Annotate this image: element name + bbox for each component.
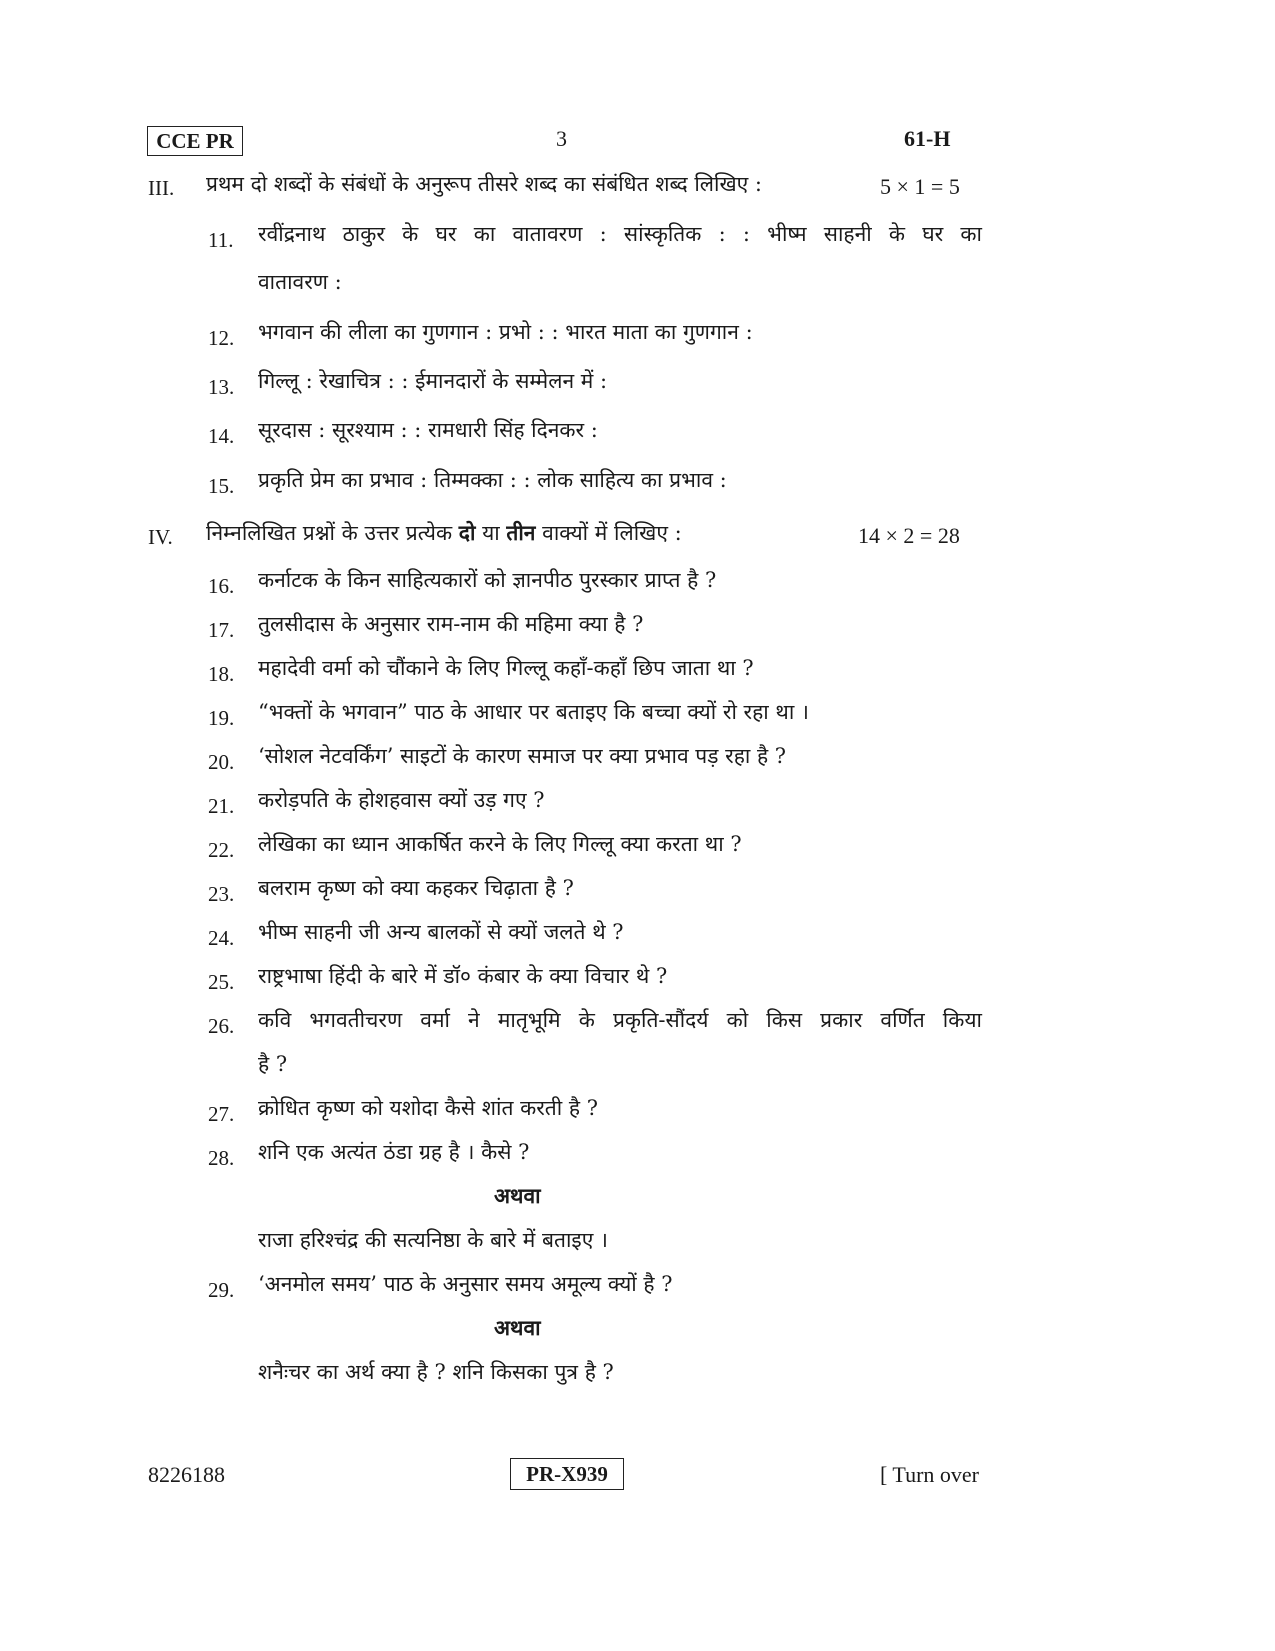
question-number: 29. bbox=[208, 1278, 235, 1302]
question-text: महादेवी वर्मा को चौंकाने के लिए गिल्लू कहाँ-कहाँ छिप जाता था ? bbox=[258, 656, 754, 680]
paper-code: 61-H bbox=[904, 126, 951, 151]
question-number: 26. bbox=[208, 1014, 235, 1038]
footer-code-box bbox=[510, 1458, 624, 1490]
section-3-marks: 5 × 1 = 5 bbox=[880, 174, 960, 199]
alternate-question-text: राजा हरिश्चंद्र की सत्यनिष्ठा के बारे में बताइए । bbox=[258, 1228, 608, 1252]
question-text: करोड़पति के होशहवास क्यों उड़ गए ? bbox=[258, 788, 545, 812]
question-number: 18. bbox=[208, 662, 235, 686]
question-text: ‘सोशल नेटवर्किंग’ साइटों के कारण समाज पर क्या प्रभाव पड़ रहा है ? bbox=[258, 744, 787, 768]
page-number: 3 bbox=[556, 126, 567, 151]
question-text: कवि भगवतीचरण वर्मा ने मातृभूमि के प्रकृति-सौंदर्य को किस प्रकार वर्णित किया bbox=[258, 1008, 982, 1032]
question-text: कर्नाटक के किन साहित्यकारों को ज्ञानपीठ पुरस्कार प्राप्त है ? bbox=[258, 568, 717, 592]
question-text: लेखिका का ध्यान आकर्षित करने के लिए गिल्लू क्या करता था ? bbox=[258, 832, 742, 856]
section-3-number: III. bbox=[148, 176, 175, 200]
question-number: 13. bbox=[208, 375, 235, 399]
question-number: 17. bbox=[208, 618, 235, 642]
question-text: गिल्लू : रेखाचित्र : : ईमानदारों के सम्मेलन में : bbox=[258, 369, 608, 393]
question-text: तुलसीदास के अनुसार राम-नाम की महिमा क्या है ? bbox=[258, 612, 644, 636]
question-number: 15. bbox=[208, 474, 235, 498]
section-4-instruction: निम्नलिखित प्रश्नों के उत्तर प्रत्येक दो या तीन वाक्यों में लिखिए : bbox=[206, 520, 682, 545]
question-number: 23. bbox=[208, 882, 235, 906]
or-label: अथवा bbox=[494, 1183, 541, 1208]
section-4-marks: 14 × 2 = 28 bbox=[858, 523, 960, 548]
question-number: 12. bbox=[208, 326, 235, 350]
question-text: राष्ट्रभाषा हिंदी के बारे में डॉ० कंबार के क्या विचार थे ? bbox=[258, 964, 668, 988]
question-text: सूरदास : सूरश्याम : : रामधारी सिंह दिनकर : bbox=[258, 418, 598, 442]
question-text: भीष्म साहनी जी अन्य बालकों से क्यों जलते थे ? bbox=[258, 920, 624, 944]
question-text: भगवान की लीला का गुणगान : प्रभो : : भारत माता का गुणगान : bbox=[258, 320, 753, 344]
question-text-cont: है ? bbox=[258, 1052, 288, 1076]
question-text: रवींद्रनाथ ठाकुर के घर का वातावरण : सांस्कृतिक : : भीष्म साहनी के घर का bbox=[258, 222, 982, 246]
question-text: शनि एक अत्यंत ठंडा ग्रह है । कैसे ? bbox=[258, 1140, 530, 1164]
question-number: 16. bbox=[208, 574, 235, 598]
header-code: CCE PR bbox=[156, 128, 234, 153]
header-code-box bbox=[147, 126, 243, 156]
footer-serial: 8226188 bbox=[148, 1462, 225, 1487]
question-number: 19. bbox=[208, 706, 235, 730]
question-number: 20. bbox=[208, 750, 235, 774]
question-number: 11. bbox=[208, 228, 234, 252]
question-number: 21. bbox=[208, 794, 235, 818]
question-number: 22. bbox=[208, 838, 235, 862]
question-text: बलराम कृष्ण को क्या कहकर चिढ़ाता है ? bbox=[258, 876, 574, 900]
question-number: 24. bbox=[208, 926, 235, 950]
section-3-instruction: प्रथम दो शब्दों के संबंधों के अनुरूप तीसरे शब्द का संबंधित शब्द लिखिए : bbox=[206, 172, 762, 196]
question-number: 27. bbox=[208, 1102, 235, 1126]
or-label: अथवा bbox=[494, 1315, 541, 1340]
question-text-cont: वातावरण : bbox=[258, 270, 342, 294]
footer-code: PR-X939 bbox=[526, 1461, 608, 1486]
question-number: 25. bbox=[208, 970, 235, 994]
question-text: “भक्तों के भगवान” पाठ के आधार पर बताइए कि बच्चा क्यों रो रहा था । bbox=[258, 700, 809, 724]
question-text: क्रोधित कृष्ण को यशोदा कैसे शांत करती है ? bbox=[258, 1096, 598, 1120]
alternate-question-text: शनैःचर का अर्थ क्या है ? शनि किसका पुत्र है ? bbox=[258, 1360, 614, 1384]
question-number: 28. bbox=[208, 1146, 235, 1170]
question-number: 14. bbox=[208, 424, 235, 448]
section-4-number: IV. bbox=[148, 525, 173, 549]
question-text: प्रकृति प्रेम का प्रभाव : तिम्मक्का : : लोक साहित्य का प्रभाव : bbox=[258, 468, 727, 492]
turn-over-note: [ Turn over bbox=[880, 1462, 980, 1487]
question-text: ‘अनमोल समय’ पाठ के अनुसार समय अमूल्य क्यों है ? bbox=[258, 1272, 673, 1296]
